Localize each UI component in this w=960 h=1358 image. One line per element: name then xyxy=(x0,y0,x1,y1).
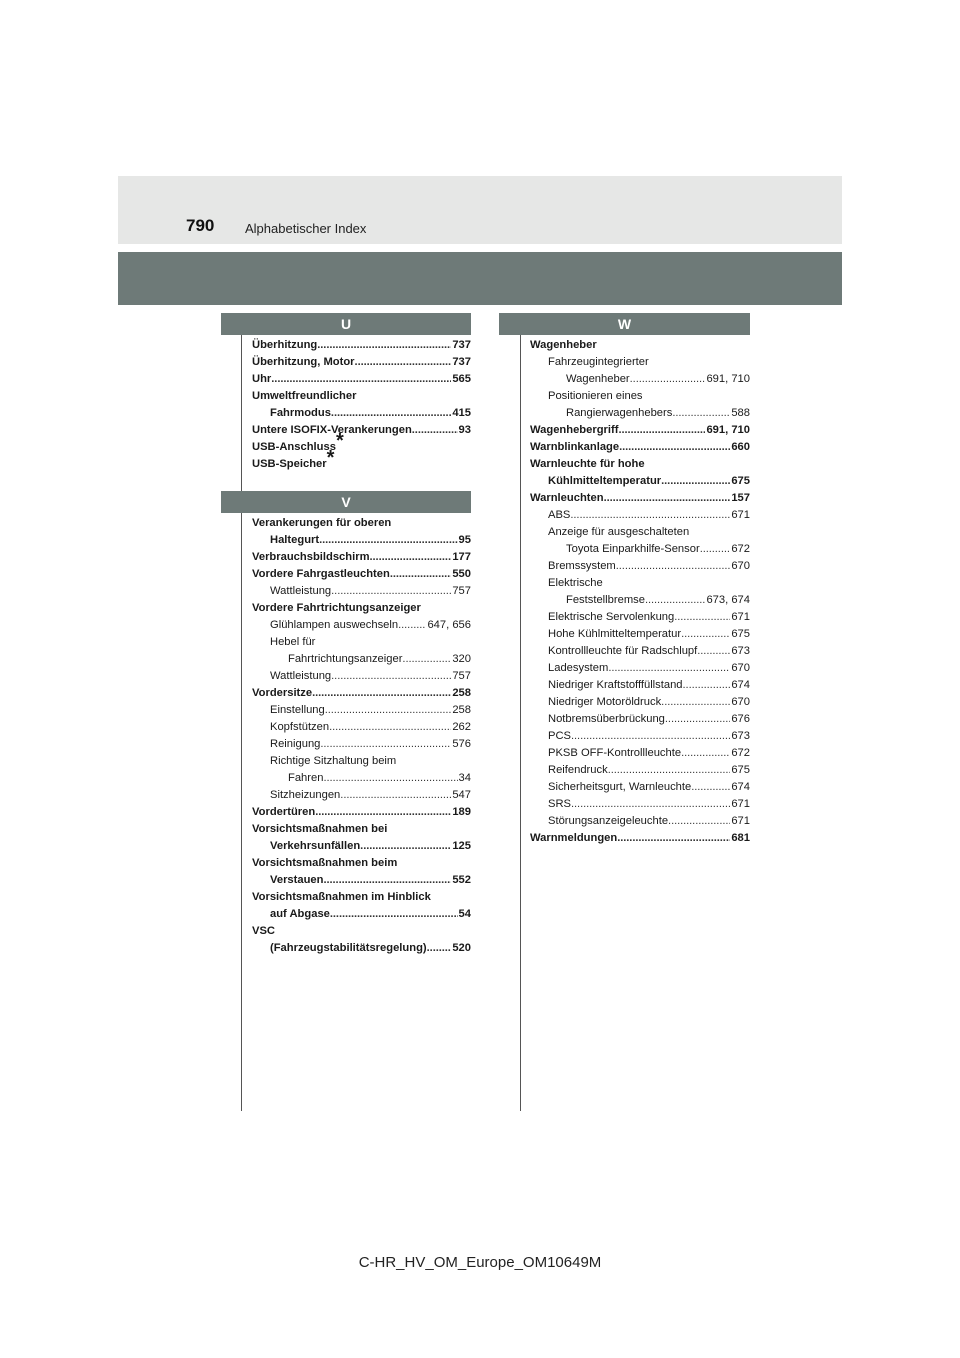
leader-dots xyxy=(672,405,730,422)
entry-label: auf Abgase xyxy=(270,908,330,920)
entry-label: Verankerungen für oberen xyxy=(252,517,392,529)
leader-dots xyxy=(665,711,730,728)
leader-dots xyxy=(608,762,731,779)
index-subhead xyxy=(252,388,471,405)
page-number: 790 xyxy=(186,216,215,235)
entry-label: ABS xyxy=(548,509,571,521)
index-subhead xyxy=(252,753,471,770)
entry-label: Fahrmodus xyxy=(270,407,331,419)
entry-page: 95 xyxy=(458,534,471,546)
entry-page: 670 xyxy=(731,696,750,708)
index-entry xyxy=(530,507,750,524)
entry-label: Vordere Fahrtrichtungsanzeiger xyxy=(252,602,421,614)
index-entry xyxy=(252,906,471,923)
leader-dots xyxy=(630,371,706,388)
index-entry xyxy=(530,626,750,643)
index-subhead xyxy=(252,634,471,651)
entry-label: Störungsanzeigeleuchte xyxy=(548,815,669,827)
entry-label: Warnleuchte für hohe xyxy=(530,458,645,470)
index-subhead xyxy=(252,889,471,906)
entry-page: 672 xyxy=(731,543,750,555)
index-entry xyxy=(530,592,750,609)
index-entry xyxy=(530,728,750,745)
entry-label: Sicherheitsgurt, Warnleuchte xyxy=(548,781,692,793)
leader-dots xyxy=(355,354,452,371)
index-subhead xyxy=(252,923,471,940)
leader-dots xyxy=(412,422,458,439)
index-list-v xyxy=(252,515,471,957)
entry-label: Überhitzung, Motor xyxy=(252,356,355,368)
index-entry xyxy=(252,872,471,889)
entry-page: 660 xyxy=(731,441,750,453)
entry-label: Vorsichtsmaßnahmen im Hinblick xyxy=(252,891,431,903)
leader-dots xyxy=(618,422,705,439)
entry-label: Wagenhebergriff xyxy=(530,424,619,436)
leader-dots xyxy=(571,728,730,745)
entry-label: Verkehrsunfällen xyxy=(270,840,361,852)
entry-label: Glühlampen auswechseln xyxy=(270,619,399,631)
index-entry xyxy=(252,617,471,634)
entry-page: 125 xyxy=(452,840,471,852)
leader-dots xyxy=(570,507,730,524)
index-entry xyxy=(530,762,750,779)
index-subhead xyxy=(252,821,471,838)
entry-page: 576 xyxy=(452,738,471,750)
leader-dots xyxy=(616,558,731,575)
index-subhead xyxy=(530,337,750,354)
section-heading-u: U xyxy=(221,313,471,335)
entry-page: 157 xyxy=(731,492,750,504)
entry-label: Niedriger Kraftstofffüllstand xyxy=(548,679,683,691)
index-subhead xyxy=(252,600,471,617)
leader-dots xyxy=(320,736,451,753)
header-title: Alphabetischer Index xyxy=(245,221,367,236)
index-subhead xyxy=(530,575,750,592)
entry-label: Wagenheber xyxy=(530,339,597,351)
index-entry xyxy=(252,787,471,804)
entry-label: Positionieren eines xyxy=(548,390,643,402)
index-entry xyxy=(252,804,471,821)
section-heading-w: W xyxy=(499,313,750,335)
entry-label: Warnblinkanlage xyxy=(530,441,620,453)
entry-page: 674 xyxy=(731,781,750,793)
entry-label: USB-Speicher xyxy=(252,458,327,470)
leader-dots xyxy=(661,694,730,711)
leader-dots xyxy=(330,906,458,923)
entry-page: 258 xyxy=(452,687,471,699)
entry-page: 737 xyxy=(452,356,471,368)
column-divider-right xyxy=(520,335,521,1111)
entry-page: 177 xyxy=(452,551,471,563)
footnote-asterisk: * xyxy=(335,430,344,452)
entry-label: Fahrtrichtungsanzeiger xyxy=(288,653,403,665)
entry-label: Wattleistung xyxy=(270,670,332,682)
index-entry xyxy=(252,702,471,719)
entry-page: 565 xyxy=(452,373,471,385)
entry-page: 54 xyxy=(458,908,471,920)
leader-dots xyxy=(571,796,730,813)
entry-page: 671 xyxy=(731,798,750,810)
index-subhead xyxy=(252,515,471,532)
leader-dots xyxy=(315,804,451,821)
entry-label: Notbremsüberbrückung xyxy=(548,713,665,725)
leader-dots xyxy=(700,541,731,558)
leader-dots xyxy=(271,371,451,388)
index-entry xyxy=(252,354,471,371)
leader-dots xyxy=(681,626,730,643)
entry-page: 34 xyxy=(458,772,471,784)
index-entry xyxy=(252,668,471,685)
entry-label: SRS xyxy=(548,798,572,810)
index-entry xyxy=(530,677,750,694)
entry-page: 520 xyxy=(452,942,471,954)
entry-label: USB-Anschluss xyxy=(252,441,336,453)
entry-page: 670 xyxy=(731,560,750,572)
index-entry xyxy=(252,940,471,957)
entry-page: 552 xyxy=(452,874,471,886)
section-heading-v: V xyxy=(221,491,471,513)
entry-label: VSC xyxy=(252,925,276,937)
index-entry xyxy=(252,566,471,583)
entry-label: Kühlmitteltemperatur xyxy=(548,475,662,487)
entry-page: 258 xyxy=(452,704,471,716)
leader-dots xyxy=(331,668,451,685)
entry-page: 673 xyxy=(731,730,750,742)
entry-page: 550 xyxy=(452,568,471,580)
leader-dots xyxy=(390,566,452,583)
entry-page: 671 xyxy=(731,509,750,521)
index-entry xyxy=(252,736,471,753)
index-entry xyxy=(530,439,750,456)
leader-dots xyxy=(360,838,451,855)
leader-dots xyxy=(331,583,451,600)
entry-label: Vordere Fahrgastleuchten xyxy=(252,568,390,580)
entry-label: Verstauen xyxy=(270,874,324,886)
entry-label: Einstellung xyxy=(270,704,325,716)
leader-dots xyxy=(427,940,452,957)
leader-dots xyxy=(312,685,451,702)
index-entry xyxy=(252,532,471,549)
entry-label: Fahren xyxy=(288,772,324,784)
chapter-band xyxy=(118,252,842,305)
entry-label: Toyota Einparkhilfe-Sensor xyxy=(566,543,700,555)
index-entry xyxy=(530,541,750,558)
index-subhead xyxy=(530,388,750,405)
entry-label: Uhr xyxy=(252,373,272,385)
entry-page: 737 xyxy=(452,339,471,351)
leader-dots xyxy=(681,745,730,762)
leader-dots xyxy=(608,660,730,677)
index-list-u xyxy=(252,337,471,473)
index-entry xyxy=(252,583,471,600)
index-entry xyxy=(252,422,471,439)
entry-label: Verbrauchsbildschirm xyxy=(252,551,370,563)
entry-label: Rangierwagenhebers xyxy=(566,407,673,419)
index-entry xyxy=(530,830,750,847)
entry-label: Haltegurt xyxy=(270,534,320,546)
entry-label: Vorsichtsmaßnahmen beim xyxy=(252,857,398,869)
entry-label: Elektrische xyxy=(548,577,603,589)
entry-label: Hebel für xyxy=(270,636,316,648)
leader-dots xyxy=(331,405,451,422)
index-entry xyxy=(252,685,471,702)
leader-dots xyxy=(617,830,730,847)
index-entry xyxy=(530,694,750,711)
index-entry xyxy=(530,643,750,660)
entry-page: 675 xyxy=(731,628,750,640)
leader-dots xyxy=(604,490,731,507)
index-entry xyxy=(252,371,471,388)
entry-label: Sitzheizungen xyxy=(270,789,341,801)
index-entry xyxy=(252,838,471,855)
index-entry xyxy=(252,405,471,422)
footnote-asterisk: * xyxy=(326,447,335,469)
entry-label: PCS xyxy=(548,730,572,742)
index-entry xyxy=(252,770,471,787)
entry-label: Wattleistung xyxy=(270,585,332,597)
leader-dots xyxy=(683,677,731,694)
entry-label: Warnmeldungen xyxy=(530,832,618,844)
leader-dots xyxy=(619,439,730,456)
entry-label: Vordersitze xyxy=(252,687,313,699)
index-entry xyxy=(530,405,750,422)
entry-page: 415 xyxy=(452,407,471,419)
entry-page: 671 xyxy=(731,611,750,623)
entry-page: 675 xyxy=(731,475,750,487)
leader-dots xyxy=(668,813,730,830)
entry-label: (Fahrzeugstabilitätsregelung) xyxy=(270,942,427,954)
entry-label: Kontrollleuchte für Radschlupf xyxy=(548,645,698,657)
entry-label: PKSB OFF-Kontrollleuchte xyxy=(548,747,682,759)
entry-label: Vordertüren xyxy=(252,806,316,818)
index-entry xyxy=(530,473,750,490)
leader-dots xyxy=(398,617,426,634)
leader-dots xyxy=(340,787,451,804)
entry-label: Fahrzeugintegrierter xyxy=(548,356,649,368)
index-entry xyxy=(530,609,750,626)
document-id: C-HR_HV_OM_Europe_OM10649M xyxy=(358,1254,602,1271)
entry-label: Elektrische Servolenkung xyxy=(548,611,675,623)
index-entry xyxy=(530,660,750,677)
leader-dots xyxy=(691,779,730,796)
leader-dots xyxy=(325,702,452,719)
entry-page: 674 xyxy=(731,679,750,691)
entry-page: 647, 656 xyxy=(427,619,471,631)
entry-label: Feststellbremse xyxy=(566,594,645,606)
column-divider-left xyxy=(241,335,242,1111)
entry-label: Warnleuchten xyxy=(530,492,604,504)
entry-label: Umweltfreundlicher xyxy=(252,390,357,402)
index-entry xyxy=(530,558,750,575)
index-entry xyxy=(252,337,471,354)
index-entry xyxy=(530,745,750,762)
entry-page: 262 xyxy=(452,721,471,733)
entry-label: Untere ISOFIX-Verankerungen xyxy=(252,424,412,436)
index-entry xyxy=(530,779,750,796)
leader-dots xyxy=(674,609,730,626)
index-subhead xyxy=(530,354,750,371)
entry-page: 189 xyxy=(452,806,471,818)
entry-label: Hohe Kühlmitteltemperatur xyxy=(548,628,682,640)
leader-dots xyxy=(645,592,705,609)
entry-page: 671 xyxy=(731,815,750,827)
entry-label: Anzeige für ausgeschalteten xyxy=(548,526,690,538)
index-entry xyxy=(252,549,471,566)
entry-label: Kopfstützen xyxy=(270,721,330,733)
entry-page: 691, 710 xyxy=(706,424,750,436)
entry-label: Reinigung xyxy=(270,738,321,750)
index-entry xyxy=(530,490,750,507)
entry-page: 676 xyxy=(731,713,750,725)
index-subhead xyxy=(530,524,750,541)
entry-page: 691, 710 xyxy=(706,373,750,385)
index-entry xyxy=(530,422,750,439)
index-entry xyxy=(530,371,750,388)
entry-label: Vorsichtsmaßnahmen bei xyxy=(252,823,388,835)
entry-page: 681 xyxy=(731,832,750,844)
index-entry xyxy=(530,711,750,728)
entry-page: 757 xyxy=(452,670,471,682)
index-entry xyxy=(252,719,471,736)
entry-label: Bremssystem xyxy=(548,560,616,572)
entry-label: Niedriger Motoröldruck xyxy=(548,696,662,708)
leader-dots xyxy=(323,770,457,787)
leader-dots xyxy=(323,872,451,889)
leader-dots xyxy=(317,337,451,354)
entry-label: Reifendruck xyxy=(548,764,608,776)
leader-dots xyxy=(402,651,451,668)
entry-page: 673, 674 xyxy=(706,594,750,606)
header-band xyxy=(118,176,842,244)
leader-dots xyxy=(319,532,457,549)
leader-dots xyxy=(329,719,451,736)
index-subhead xyxy=(530,456,750,473)
entry-page: 320 xyxy=(452,653,471,665)
entry-page: 675 xyxy=(731,764,750,776)
leader-dots xyxy=(697,643,730,660)
leader-dots xyxy=(370,549,452,566)
entry-page: 670 xyxy=(731,662,750,674)
entry-page: 547 xyxy=(452,789,471,801)
index-list-w xyxy=(530,337,750,847)
entry-label: Überhitzung xyxy=(252,339,318,351)
index-entry xyxy=(530,813,750,830)
entry-page: 93 xyxy=(458,424,471,436)
index-entry xyxy=(530,796,750,813)
leader-dots xyxy=(661,473,730,490)
entry-page: 588 xyxy=(731,407,750,419)
entry-page: 757 xyxy=(452,585,471,597)
entry-page: 673 xyxy=(731,645,750,657)
entry-page: 672 xyxy=(731,747,750,759)
entry-label: Richtige Sitzhaltung beim xyxy=(270,755,397,767)
index-entry xyxy=(252,651,471,668)
entry-label: Wagenheber xyxy=(566,373,630,385)
index-subhead xyxy=(252,855,471,872)
entry-label: Ladesystem xyxy=(548,662,609,674)
